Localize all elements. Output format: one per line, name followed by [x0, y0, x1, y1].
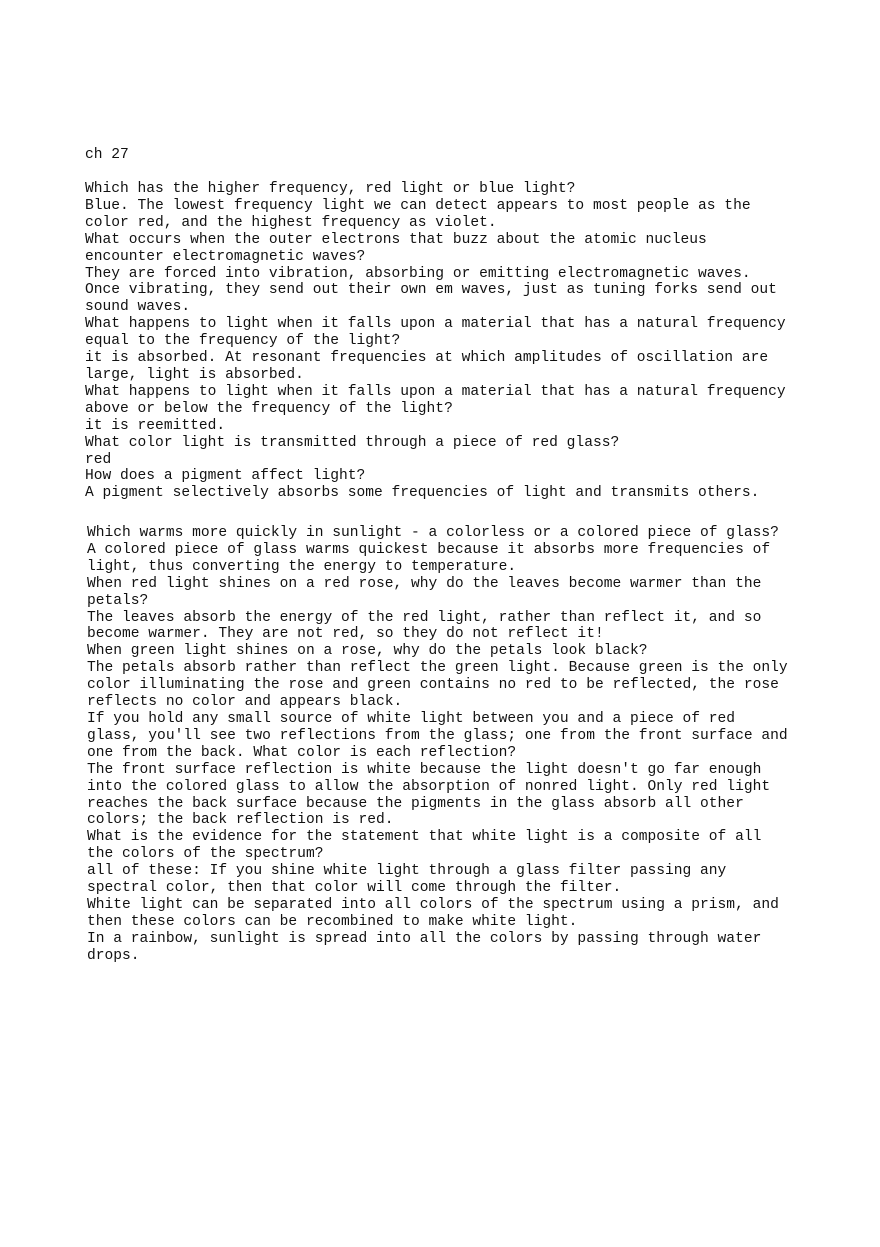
- text-line: Blue. The lowest frequency light we can detect appears to most people as the: [85, 197, 751, 214]
- text-line: drops.: [87, 947, 140, 964]
- text-line: the colors of the spectrum?: [87, 846, 324, 863]
- text-line: How does a pigment affect light?: [85, 468, 366, 485]
- text-line: above or below the frequency of the light?: [85, 400, 453, 417]
- text-line: light, thus converting the energy to temperature.: [87, 558, 517, 575]
- text-line: A colored piece of glass warms quickest because it absorbs more frequencies of: [87, 541, 771, 558]
- text-line: encounter electromagnetic waves?: [85, 248, 366, 265]
- text-line: Once vibrating, they send out their own em waves, just as tuning forks send out: [85, 282, 777, 299]
- text-line: colors; the back reflection is red.: [87, 812, 394, 829]
- text-line: petals?: [87, 592, 149, 609]
- text-line: it is absorbed. At resonant frequencies at which amplitudes of oscillation are: [85, 350, 769, 367]
- text-line: White light can be separated into all colors of the spectrum using a prism, and: [87, 896, 779, 913]
- text-line: If you hold any small source of white light between you and a piece of red: [87, 710, 736, 727]
- text-line: glass, you'll see two reflections from the glass; one from the front surface and: [87, 727, 788, 744]
- chapter-heading: ch 27: [85, 147, 129, 163]
- text-line: red: [85, 451, 112, 468]
- text-line: color illuminating the rose and green contains no red to be reflected, the rose: [87, 677, 779, 694]
- text-line: into the colored glass to allow the absorption of nonred light. Only red light: [87, 778, 771, 795]
- text-line: When green light shines on a rose, why do the petals look black?: [87, 643, 648, 660]
- text-line: In a rainbow, sunlight is spread into all the colors by passing through water: [87, 930, 762, 947]
- text-line: reaches the back surface because the pigments in the glass absorb all other: [87, 795, 744, 812]
- qa-section-1: [85, 181, 786, 502]
- text-line: What color light is transmitted through a piece of red glass?: [85, 434, 620, 451]
- text-line: A pigment selectively absorbs some frequencies of light and transmits others.: [85, 485, 760, 502]
- text-line: What occurs when the outer electrons that buzz about the atomic nucleus: [85, 231, 707, 248]
- text-line: What is the evidence for the statement that white light is a composite of all: [87, 829, 762, 846]
- text-line: equal to the frequency of the light?: [85, 333, 401, 350]
- text-line: Which warms more quickly in sunlight - a colorless or a colored piece of glass?: [87, 525, 779, 541]
- text-line: What happens to light when it falls upon a material that has a natural frequency: [85, 383, 786, 400]
- text-line: then these colors can be recombined to make white light.: [87, 913, 578, 930]
- qa-section-2: [87, 525, 788, 965]
- text-line: They are forced into vibration, absorbing or emitting electromagnetic waves.: [85, 265, 751, 282]
- text-line: Which has the higher frequency, red light or blue light?: [85, 181, 576, 197]
- text-line: What happens to light when it falls upon a material that has a natural frequency: [85, 316, 786, 333]
- text-line: The leaves absorb the energy of the red light, rather than reflect it, and so: [87, 609, 762, 626]
- text-line: one from the back. What color is each reflection?: [87, 744, 517, 761]
- text-line: spectral color, then that color will come through the filter.: [87, 880, 622, 897]
- text-line: large, light is absorbed.: [85, 366, 304, 383]
- text-line: reflects no color and appears black.: [87, 694, 403, 711]
- text-line: sound waves.: [85, 299, 191, 316]
- text-line: The front surface reflection is white because the light doesn't go far enough: [87, 761, 762, 778]
- text-line: The petals absorb rather than reflect the green light. Because green is the only: [87, 660, 788, 677]
- text-line: it is reemitted.: [85, 417, 226, 434]
- text-line: color red, and the highest frequency as violet.: [85, 214, 497, 231]
- text-line: become warmer. They are not red, so they do not reflect it!: [87, 626, 604, 643]
- text-line: all of these: If you shine white light through a glass filter passing any: [87, 863, 727, 880]
- text-line: When red light shines on a red rose, why do the leaves become warmer than the: [87, 575, 762, 592]
